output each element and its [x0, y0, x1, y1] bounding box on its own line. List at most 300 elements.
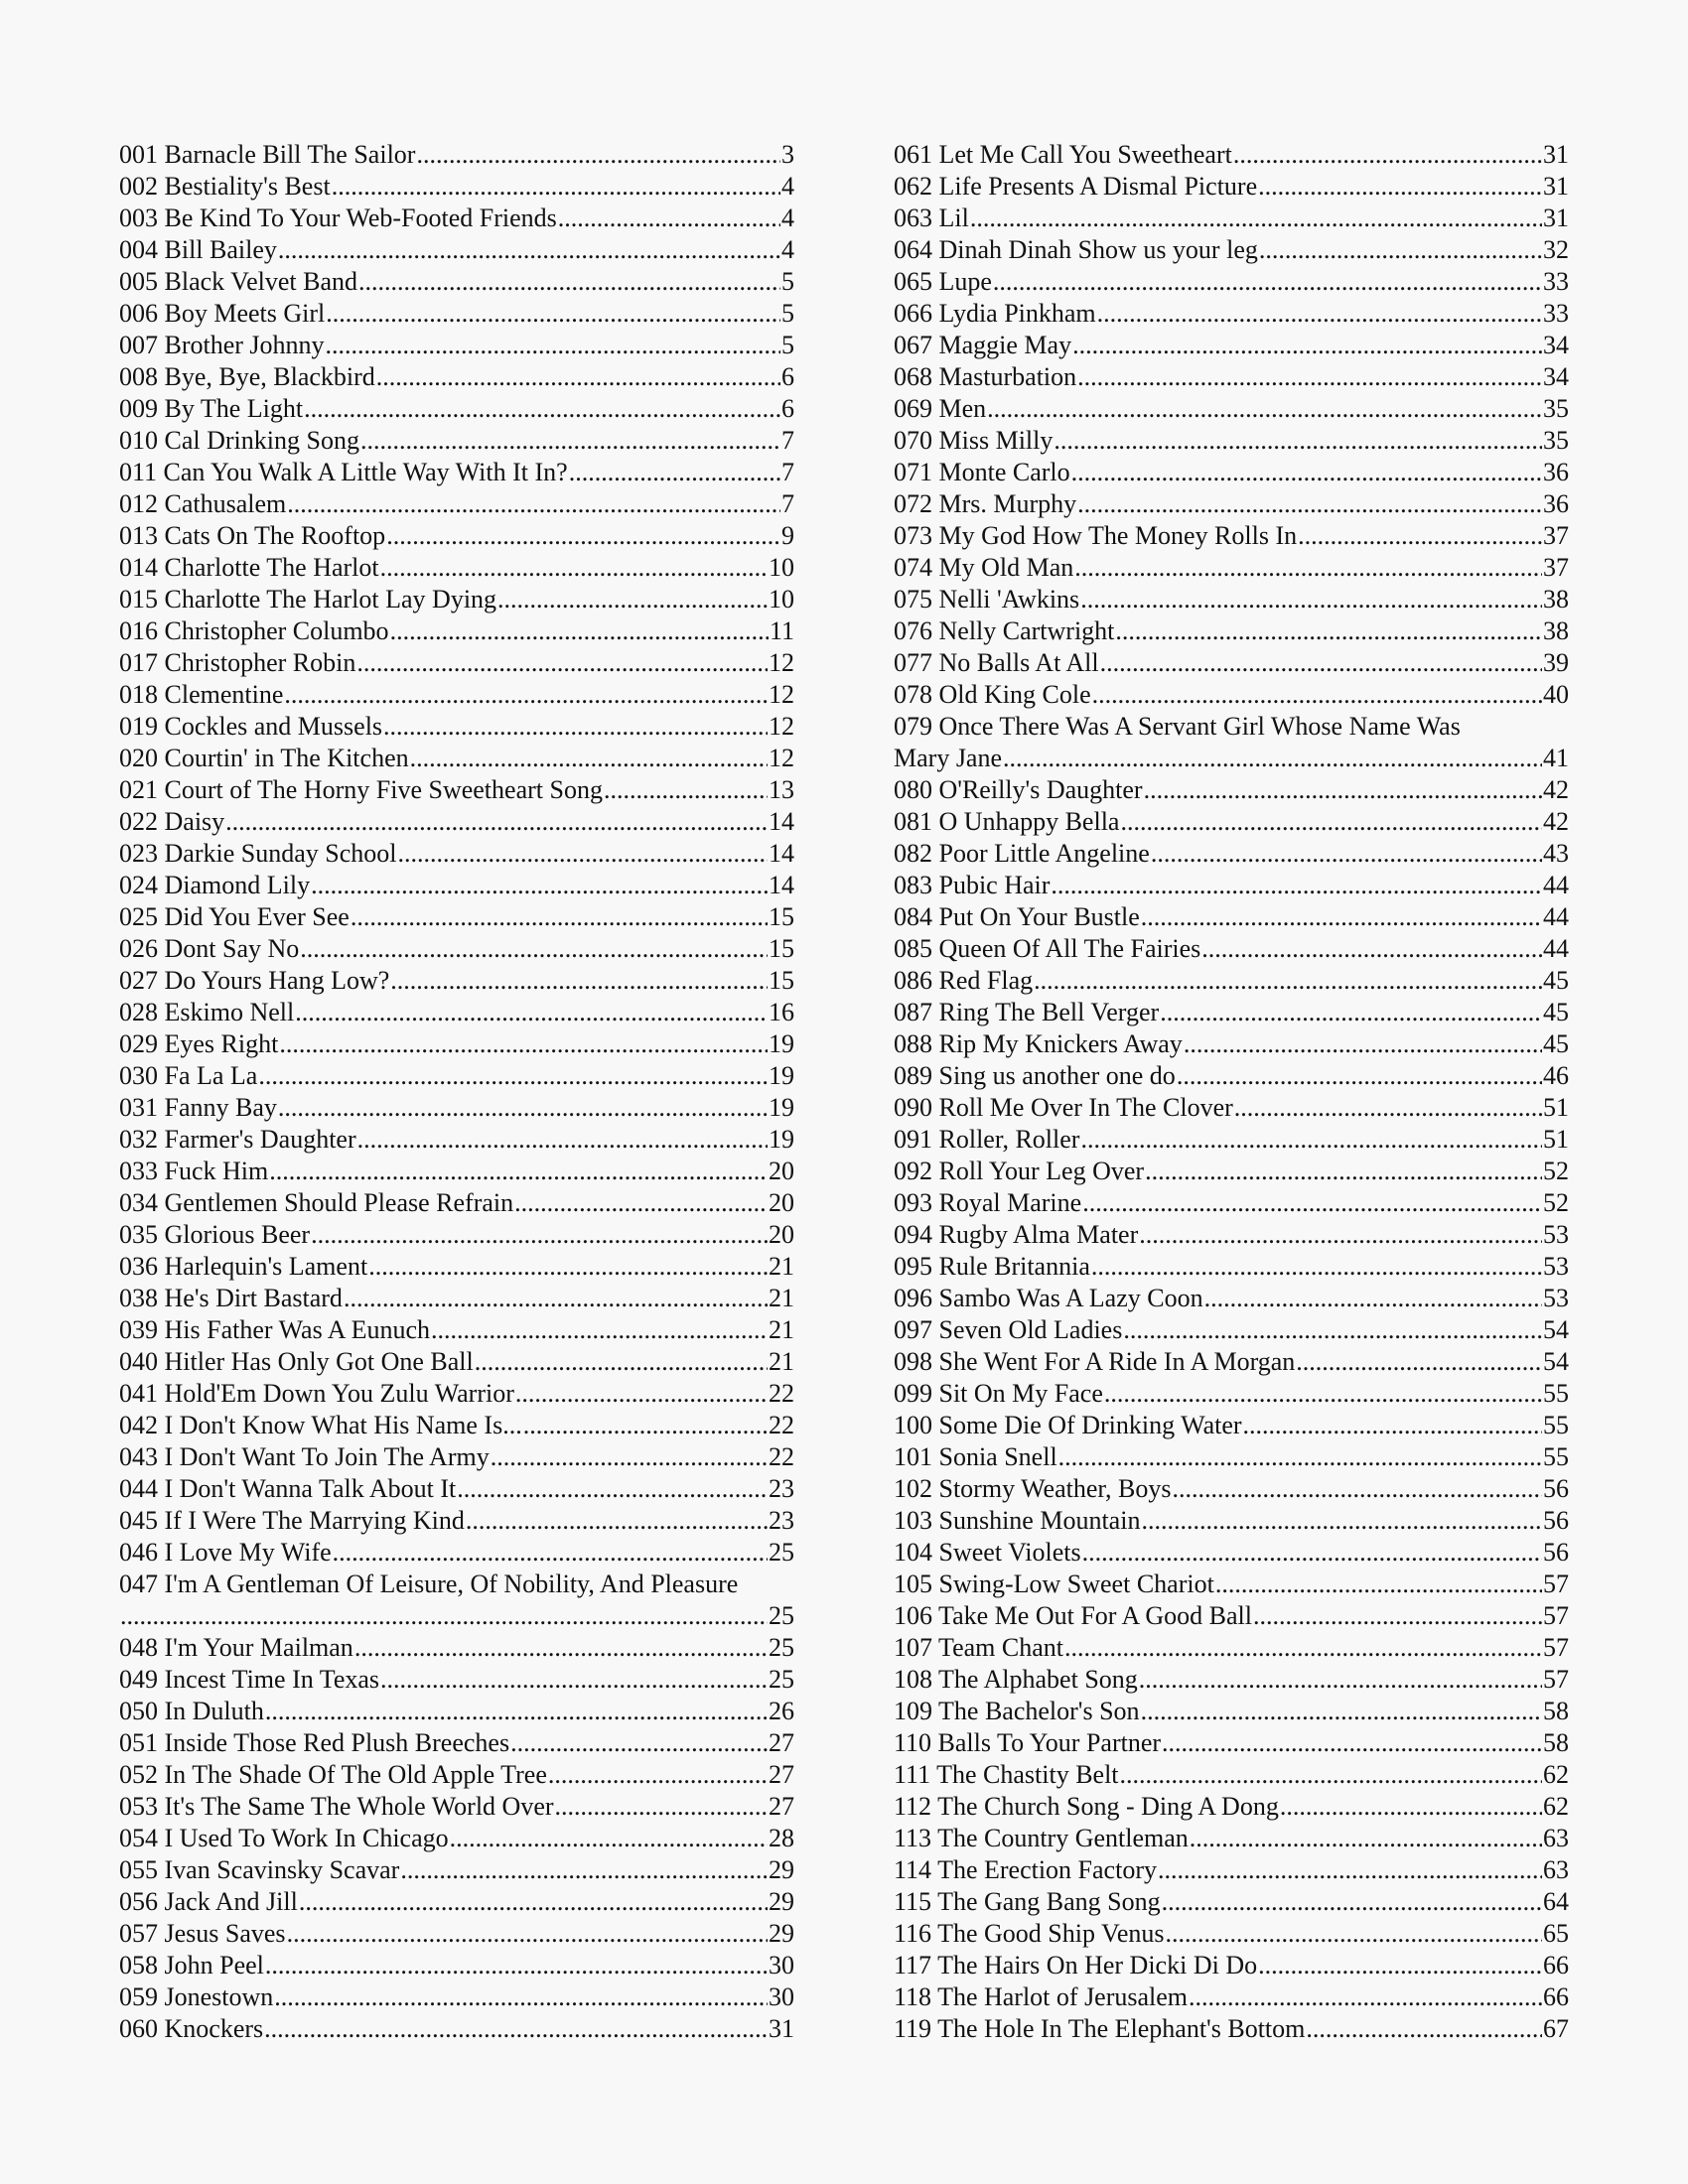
toc-entry[interactable] — [119, 1060, 794, 1092]
toc-entry[interactable] — [894, 870, 1569, 901]
toc-entry[interactable] — [119, 870, 794, 901]
toc-entry-title: 086 Red Flag — [894, 966, 1034, 995]
toc-entry[interactable] — [119, 1124, 794, 1156]
toc-entry[interactable] — [894, 330, 1569, 361]
toc-entry[interactable] — [894, 711, 1569, 743]
toc-dot-leader — [1003, 743, 1542, 774]
toc-entry[interactable] — [894, 298, 1569, 330]
toc-entry-page-number: 35 — [1543, 394, 1569, 423]
toc-entry-title: 054 I Used To Work In Chicago — [119, 1824, 449, 1852]
toc-entry[interactable] — [119, 1823, 794, 1854]
toc-entry[interactable] — [894, 901, 1569, 933]
toc-entry[interactable] — [894, 1664, 1569, 1696]
toc-dot-leader — [491, 1441, 768, 1473]
toc-dot-leader — [344, 1283, 768, 1314]
toc-entry-page-number: 4 — [781, 204, 794, 232]
toc-dot-leader — [1123, 1314, 1542, 1346]
toc-entry[interactable] — [119, 1410, 794, 1441]
toc-entry[interactable] — [894, 1473, 1569, 1505]
toc-entry[interactable] — [119, 1854, 794, 1886]
toc-dot-leader — [1144, 774, 1542, 806]
toc-entry[interactable] — [894, 774, 1569, 806]
toc-entry-page-number: 37 — [1543, 521, 1569, 550]
toc-entry-title: 020 Courtin' in The Kitchen — [119, 744, 409, 772]
toc-entry-page-number: 5 — [781, 299, 794, 328]
toc-entry[interactable] — [119, 2013, 794, 2045]
toc-entry[interactable] — [119, 1505, 794, 1537]
toc-entry[interactable] — [894, 1441, 1569, 1473]
toc-dot-leader — [269, 1156, 768, 1187]
toc-entry[interactable] — [894, 393, 1569, 425]
toc-entry[interactable] — [894, 1410, 1569, 1441]
toc-entry-page-number: 7 — [781, 458, 794, 486]
toc-entry[interactable] — [894, 520, 1569, 552]
toc-entry-page-number: 33 — [1543, 267, 1569, 296]
toc-dot-leader — [1166, 1918, 1542, 1950]
toc-dot-leader — [1082, 1537, 1542, 1569]
toc-entry-page-number: 20 — [769, 1188, 794, 1217]
toc-entry-page-number: 41 — [1543, 744, 1569, 772]
toc-dot-leader — [431, 1314, 768, 1346]
toc-entry[interactable] — [119, 203, 794, 234]
toc-entry[interactable] — [894, 266, 1569, 298]
toc-entry[interactable] — [894, 2013, 1569, 2045]
toc-entry-page-number: 65 — [1543, 1919, 1569, 1948]
toc-entry[interactable] — [119, 1441, 794, 1473]
toc-entry-title: 007 Brother Johnny — [119, 331, 325, 359]
toc-entry[interactable] — [894, 1092, 1569, 1124]
toc-entry[interactable] — [119, 1696, 794, 1727]
toc-entry[interactable] — [894, 1950, 1569, 1981]
toc-dot-leader — [360, 425, 780, 457]
toc-entry[interactable] — [119, 298, 794, 330]
toc-dot-leader — [390, 965, 768, 997]
toc-dot-leader — [993, 266, 1542, 298]
toc-entry-title: 064 Dinah Dinah Show us your leg — [894, 235, 1258, 264]
toc-entry-page-number: 25 — [769, 1538, 794, 1567]
toc-entry-page-number: 14 — [769, 871, 794, 899]
toc-entry[interactable] — [119, 1156, 794, 1187]
toc-entry[interactable] — [894, 1823, 1569, 1854]
toc-entry-page-number: 34 — [1543, 362, 1569, 391]
toc-dot-leader — [304, 393, 780, 425]
toc-entry-page-number: 44 — [1543, 871, 1569, 899]
toc-dot-leader — [1184, 1028, 1542, 1060]
toc-entry[interactable] — [119, 361, 794, 393]
toc-entry[interactable] — [119, 965, 794, 997]
toc-dot-leader — [558, 203, 780, 234]
toc-entry-title: 050 In Duluth — [119, 1697, 264, 1725]
toc-entry-page-number: 42 — [1543, 807, 1569, 836]
toc-entry[interactable] — [894, 1791, 1569, 1823]
toc-entry[interactable] — [894, 234, 1569, 266]
toc-entry[interactable] — [119, 647, 794, 679]
toc-entry-page-number: 19 — [769, 1093, 794, 1122]
toc-entry-title: 075 Nelli 'Awkins — [894, 585, 1080, 614]
toc-entry[interactable] — [894, 647, 1569, 679]
toc-entry-page-number: 12 — [769, 744, 794, 772]
toc-entry-title: 041 Hold'Em Down You Zulu Warrior — [119, 1379, 514, 1408]
toc-entry-title: 027 Do Yours Hang Low? — [119, 966, 390, 995]
toc-dot-leader — [1233, 139, 1542, 171]
toc-entry-title: 117 The Hairs On Her Dicki Di Do — [894, 1951, 1258, 1979]
toc-entry-page-number: 51 — [1543, 1125, 1569, 1154]
toc-entry-page-number: 15 — [769, 934, 794, 963]
toc-entry-title: 039 His Father Was A Eunuch — [119, 1315, 431, 1344]
toc-entry-page-number: 30 — [769, 1951, 794, 1979]
toc-entry[interactable] — [894, 584, 1569, 615]
toc-entry-page-number: 39 — [1543, 648, 1569, 677]
toc-entry[interactable] — [119, 457, 794, 488]
toc-entry-title: 116 The Good Ship Venus — [894, 1919, 1165, 1948]
toc-entry[interactable] — [119, 266, 794, 298]
toc-entry-page-number: 55 — [1543, 1411, 1569, 1439]
toc-dot-leader — [299, 1886, 768, 1918]
toc-dot-leader — [386, 520, 780, 552]
toc-entry[interactable] — [894, 1537, 1569, 1569]
toc-entry-title: 010 Cal Drinking Song — [119, 426, 359, 455]
toc-entry-page-number: 6 — [781, 362, 794, 391]
toc-entry-title: 115 The Gang Bang Song — [894, 1887, 1161, 1916]
toc-entry-page-number: 36 — [1543, 489, 1569, 518]
toc-entry-title: 038 He's Dirt Bastard — [119, 1284, 343, 1312]
toc-entry[interactable] — [119, 1092, 794, 1124]
toc-dot-leader — [1258, 1950, 1542, 1981]
toc-entry-page-number: 67 — [1543, 2014, 1569, 2043]
toc-dot-leader — [357, 1124, 768, 1156]
toc-dot-leader — [258, 1060, 768, 1092]
toc-entry[interactable] — [894, 933, 1569, 965]
toc-entry-title: 029 Eyes Right — [119, 1029, 279, 1058]
toc-entry-page-number: 29 — [769, 1887, 794, 1916]
toc-entry[interactable] — [119, 1378, 794, 1410]
toc-entry[interactable] — [119, 1791, 794, 1823]
toc-entry[interactable] — [894, 1219, 1569, 1251]
toc-entry-title: 059 Jonestown — [119, 1982, 274, 2011]
toc-entry-page-number: 6 — [781, 394, 794, 423]
toc-entry-page-number: 38 — [1543, 585, 1569, 614]
toc-entry-title: 067 Maggie May — [894, 331, 1072, 359]
toc-dot-leader — [400, 1854, 768, 1886]
toc-entry[interactable] — [894, 171, 1569, 203]
toc-entry[interactable] — [894, 1632, 1569, 1664]
toc-entry-page-number: 31 — [1543, 172, 1569, 201]
toc-dot-leader — [497, 584, 768, 615]
toc-dot-leader — [1080, 1124, 1542, 1156]
toc-dot-leader — [1100, 647, 1542, 679]
toc-entry-title: 085 Queen Of All The Fairies — [894, 934, 1201, 963]
toc-entry[interactable] — [894, 1505, 1569, 1537]
toc-entry[interactable] — [119, 1664, 794, 1696]
toc-entry-title: 028 Eskimo Nell — [119, 998, 295, 1026]
toc-entry-page-number: 21 — [769, 1284, 794, 1312]
toc-dot-leader — [351, 901, 768, 933]
toc-entry-page-number: 45 — [1543, 966, 1569, 995]
toc-entry[interactable] — [894, 1060, 1569, 1092]
toc-entry[interactable] — [119, 997, 794, 1028]
toc-entry-page-number: 12 — [769, 712, 794, 741]
toc-entry[interactable] — [894, 997, 1569, 1028]
toc-dot-leader — [120, 1600, 768, 1632]
toc-entry[interactable] — [894, 1696, 1569, 1727]
toc-dot-leader — [1071, 457, 1542, 488]
toc-entry[interactable] — [119, 743, 794, 774]
toc-entry[interactable] — [119, 520, 794, 552]
toc-dot-leader — [284, 679, 768, 711]
toc-entry-title: 023 Darkie Sunday School — [119, 839, 397, 868]
toc-entry[interactable] — [119, 711, 794, 743]
toc-entry-title: 048 I'm Your Mailman — [119, 1633, 353, 1662]
toc-dot-leader — [1259, 234, 1542, 266]
toc-dot-leader — [1280, 1791, 1542, 1823]
toc-entry[interactable] — [119, 171, 794, 203]
toc-entry-title: 019 Cockles and Mussels — [119, 712, 383, 741]
toc-entry[interactable] — [894, 139, 1569, 171]
toc-entry-title: 012 Cathusalem — [119, 489, 287, 518]
toc-entry[interactable] — [119, 774, 794, 806]
toc-entry-title: 003 Be Kind To Your Web-Footed Friends — [119, 204, 557, 232]
toc-entry[interactable] — [894, 1886, 1569, 1918]
toc-entry[interactable] — [119, 1537, 794, 1569]
toc-entry-page-number: 28 — [769, 1824, 794, 1852]
toc-entry[interactable] — [119, 1283, 794, 1314]
toc-entry-title: 080 O'Reilly's Daughter — [894, 775, 1143, 804]
toc-dot-leader — [326, 330, 780, 361]
toc-dot-leader — [274, 1981, 768, 2013]
toc-entry-page-number: 56 — [1543, 1474, 1569, 1503]
toc-entry[interactable] — [894, 425, 1569, 457]
toc-entry[interactable] — [894, 1156, 1569, 1187]
toc-entry[interactable] — [119, 1600, 794, 1632]
toc-entry[interactable] — [119, 1727, 794, 1759]
toc-entry-page-number: 57 — [1543, 1633, 1569, 1662]
toc-entry-title: 077 No Balls At All — [894, 648, 1099, 677]
toc-entry[interactable] — [894, 1600, 1569, 1632]
toc-entry-page-number: 64 — [1543, 1887, 1569, 1916]
toc-entry[interactable] — [894, 1918, 1569, 1950]
toc-entry[interactable] — [894, 203, 1569, 234]
toc-entry-title: 094 Rugby Alma Mater — [894, 1220, 1139, 1249]
toc-entry[interactable] — [119, 933, 794, 965]
toc-dot-leader — [1243, 1410, 1542, 1441]
toc-entry-page-number: 23 — [769, 1474, 794, 1503]
toc-entry[interactable] — [119, 234, 794, 266]
toc-entry-title: 055 Ivan Scavinsky Scavar — [119, 1855, 400, 1884]
toc-entry[interactable] — [894, 552, 1569, 584]
toc-entry[interactable] — [894, 1187, 1569, 1219]
toc-dot-leader — [1074, 552, 1542, 584]
toc-dot-leader — [333, 1537, 768, 1569]
toc-dot-leader — [1077, 488, 1542, 520]
toc-entry-title: 057 Jesus Saves — [119, 1919, 286, 1948]
toc-dot-leader — [358, 266, 780, 298]
toc-entry[interactable] — [894, 806, 1569, 838]
toc-entry-page-number: 3 — [781, 140, 794, 169]
toc-entry[interactable] — [894, 679, 1569, 711]
toc-entry[interactable] — [119, 584, 794, 615]
toc-entry-page-number: 10 — [769, 553, 794, 582]
toc-dot-leader — [1080, 584, 1542, 615]
toc-entry[interactable] — [119, 425, 794, 457]
toc-entry-title: 005 Black Velvet Band — [119, 267, 357, 296]
toc-entry[interactable] — [119, 1028, 794, 1060]
toc-entry-page-number: 45 — [1543, 1029, 1569, 1058]
toc-entry-title: 026 Dont Say No — [119, 934, 300, 963]
toc-entry-page-number: 7 — [781, 489, 794, 518]
toc-entry-page-number: 53 — [1543, 1284, 1569, 1312]
toc-entry-title: 042 I Don't Know What His Name Is... — [119, 1411, 522, 1439]
toc-entry-page-number: 52 — [1543, 1157, 1569, 1185]
toc-entry[interactable] — [119, 1219, 794, 1251]
toc-entry-page-number: 30 — [769, 1982, 794, 2011]
toc-dot-leader — [1298, 520, 1542, 552]
toc-entry[interactable] — [894, 1981, 1569, 2013]
toc-entry-page-number: 42 — [1543, 775, 1569, 804]
toc-entry[interactable] — [119, 1981, 794, 2013]
toc-entry-page-number: 5 — [781, 267, 794, 296]
toc-entry-page-number: 53 — [1543, 1220, 1569, 1249]
toc-entry-page-number: 12 — [769, 680, 794, 709]
toc-entry-page-number: 4 — [781, 235, 794, 264]
toc-entry-page-number: 29 — [769, 1855, 794, 1884]
toc-column-right — [894, 139, 1569, 2045]
toc-entry[interactable] — [119, 615, 794, 647]
toc-entry-title: 113 The Country Gentleman — [894, 1824, 1189, 1852]
toc-entry-page-number: 54 — [1543, 1315, 1569, 1344]
toc-entry-page-number: 46 — [1543, 1061, 1569, 1090]
toc-entry[interactable] — [894, 1028, 1569, 1060]
toc-entry-page-number: 32 — [1543, 235, 1569, 264]
toc-entry[interactable] — [119, 1346, 794, 1378]
toc-entry-page-number: 7 — [781, 426, 794, 455]
toc-dot-leader — [368, 1251, 768, 1283]
toc-entry-title: 043 I Don't Want To Join The Army — [119, 1442, 490, 1471]
toc-dot-leader — [326, 298, 780, 330]
toc-dot-leader — [1204, 1283, 1542, 1314]
toc-entry[interactable] — [119, 1918, 794, 1950]
toc-entry[interactable] — [119, 393, 794, 425]
toc-entry[interactable] — [894, 1759, 1569, 1791]
toc-entry[interactable] — [894, 615, 1569, 647]
toc-entry-title: 088 Rip My Knickers Away — [894, 1029, 1183, 1058]
toc-entry-title: 100 Some Die Of Drinking Water — [894, 1411, 1242, 1439]
toc-entry-page-number: 9 — [781, 521, 794, 550]
toc-dot-leader — [1162, 1727, 1542, 1759]
toc-entry[interactable] — [894, 965, 1569, 997]
toc-entry-title: 046 I Love My Wife — [119, 1538, 332, 1567]
toc-entry[interactable] — [894, 1124, 1569, 1156]
toc-entry-title: 102 Stormy Weather, Boys — [894, 1474, 1172, 1503]
toc-entry-title: 098 She Went For A Ride In A Morgan — [894, 1347, 1296, 1376]
toc-dot-leader — [450, 1823, 768, 1854]
toc-entry[interactable] — [119, 139, 794, 171]
toc-dot-leader — [416, 139, 780, 171]
toc-dot-leader — [1115, 615, 1542, 647]
toc-entry[interactable] — [894, 1569, 1569, 1600]
toc-entry[interactable] — [119, 1950, 794, 1981]
toc-entry-page-number: 35 — [1543, 426, 1569, 455]
toc-dot-leader — [225, 806, 768, 838]
toc-entry-title: 068 Masturbation — [894, 362, 1077, 391]
toc-entry[interactable] — [894, 1378, 1569, 1410]
toc-entry-title: 111 The Chastity Belt — [894, 1760, 1119, 1789]
toc-entry[interactable] — [894, 838, 1569, 870]
toc-entry[interactable] — [119, 1632, 794, 1664]
toc-entry[interactable] — [894, 488, 1569, 520]
toc-entry-title: 073 My God How The Money Rolls In — [894, 521, 1298, 550]
toc-entry[interactable] — [119, 901, 794, 933]
toc-entry-title: 008 Bye, Bye, Blackbird — [119, 362, 375, 391]
toc-entry-title: 081 O Unhappy Bella — [894, 807, 1120, 836]
toc-entry-title: 009 By The Light — [119, 394, 304, 423]
toc-entry[interactable] — [894, 1283, 1569, 1314]
toc-entry[interactable] — [894, 457, 1569, 488]
toc-entry-title: 061 Let Me Call You Sweetheart — [894, 140, 1232, 169]
toc-entry[interactable] — [119, 1569, 794, 1600]
toc-entry-title: 018 Clementine — [119, 680, 284, 709]
toc-entry-page-number: 27 — [769, 1760, 794, 1789]
toc-entry[interactable] — [119, 330, 794, 361]
toc-entry-page-number: 5 — [781, 331, 794, 359]
toc-entry-title: 099 Sit On My Face — [894, 1379, 1103, 1408]
toc-entry[interactable] — [894, 1727, 1569, 1759]
toc-entry[interactable] — [119, 1473, 794, 1505]
toc-entry[interactable] — [119, 1314, 794, 1346]
toc-entry[interactable] — [894, 1251, 1569, 1283]
toc-dot-leader — [523, 1410, 768, 1441]
toc-entry[interactable] — [894, 1346, 1569, 1378]
toc-entry-title: 074 My Old Man — [894, 553, 1074, 582]
toc-entry-title: 053 It's The Same The Whole World Over — [119, 1792, 554, 1821]
toc-entry[interactable] — [119, 806, 794, 838]
toc-dot-leader — [514, 1187, 768, 1219]
toc-entry-title: 015 Charlotte The Harlot Lay Dying — [119, 585, 497, 614]
toc-entry-title: Mary Jane — [894, 744, 1003, 772]
toc-entry-title: 001 Barnacle Bill The Sailor — [119, 140, 416, 169]
toc-dot-leader — [1160, 997, 1542, 1028]
toc-entry-page-number: 27 — [769, 1792, 794, 1821]
toc-entry[interactable] — [894, 361, 1569, 393]
toc-entry[interactable] — [119, 488, 794, 520]
toc-entry-title: 065 Lupe — [894, 267, 992, 296]
toc-entry-title: 105 Swing-Low Sweet Chariot — [894, 1570, 1214, 1598]
toc-entry-title: 062 Life Presents A Dismal Picture — [894, 172, 1258, 201]
toc-entry-title: 030 Fa La La — [119, 1061, 258, 1090]
toc-entry[interactable] — [119, 1251, 794, 1283]
toc-dot-leader — [278, 234, 780, 266]
toc-entry[interactable] — [894, 743, 1569, 774]
toc-entry[interactable] — [119, 1187, 794, 1219]
toc-dot-leader — [1058, 1441, 1542, 1473]
toc-dot-leader — [311, 1219, 768, 1251]
toc-entry[interactable] — [119, 1759, 794, 1791]
toc-entry[interactable] — [119, 552, 794, 584]
toc-entry-page-number: 25 — [769, 1633, 794, 1662]
toc-entry[interactable] — [894, 1854, 1569, 1886]
toc-entry-page-number: 22 — [769, 1379, 794, 1408]
toc-entry-page-number: 21 — [769, 1315, 794, 1344]
toc-entry[interactable] — [894, 1314, 1569, 1346]
toc-entry[interactable] — [119, 838, 794, 870]
toc-entry[interactable] — [119, 679, 794, 711]
toc-entry-title: 090 Roll Me Over In The Clover — [894, 1093, 1233, 1122]
toc-dot-leader — [548, 1759, 768, 1791]
toc-dot-leader — [1072, 330, 1542, 361]
toc-dot-leader — [1104, 1378, 1542, 1410]
toc-entry[interactable] — [119, 1886, 794, 1918]
toc-entry-title: 004 Bill Bailey — [119, 235, 277, 264]
toc-dot-leader — [332, 171, 780, 203]
